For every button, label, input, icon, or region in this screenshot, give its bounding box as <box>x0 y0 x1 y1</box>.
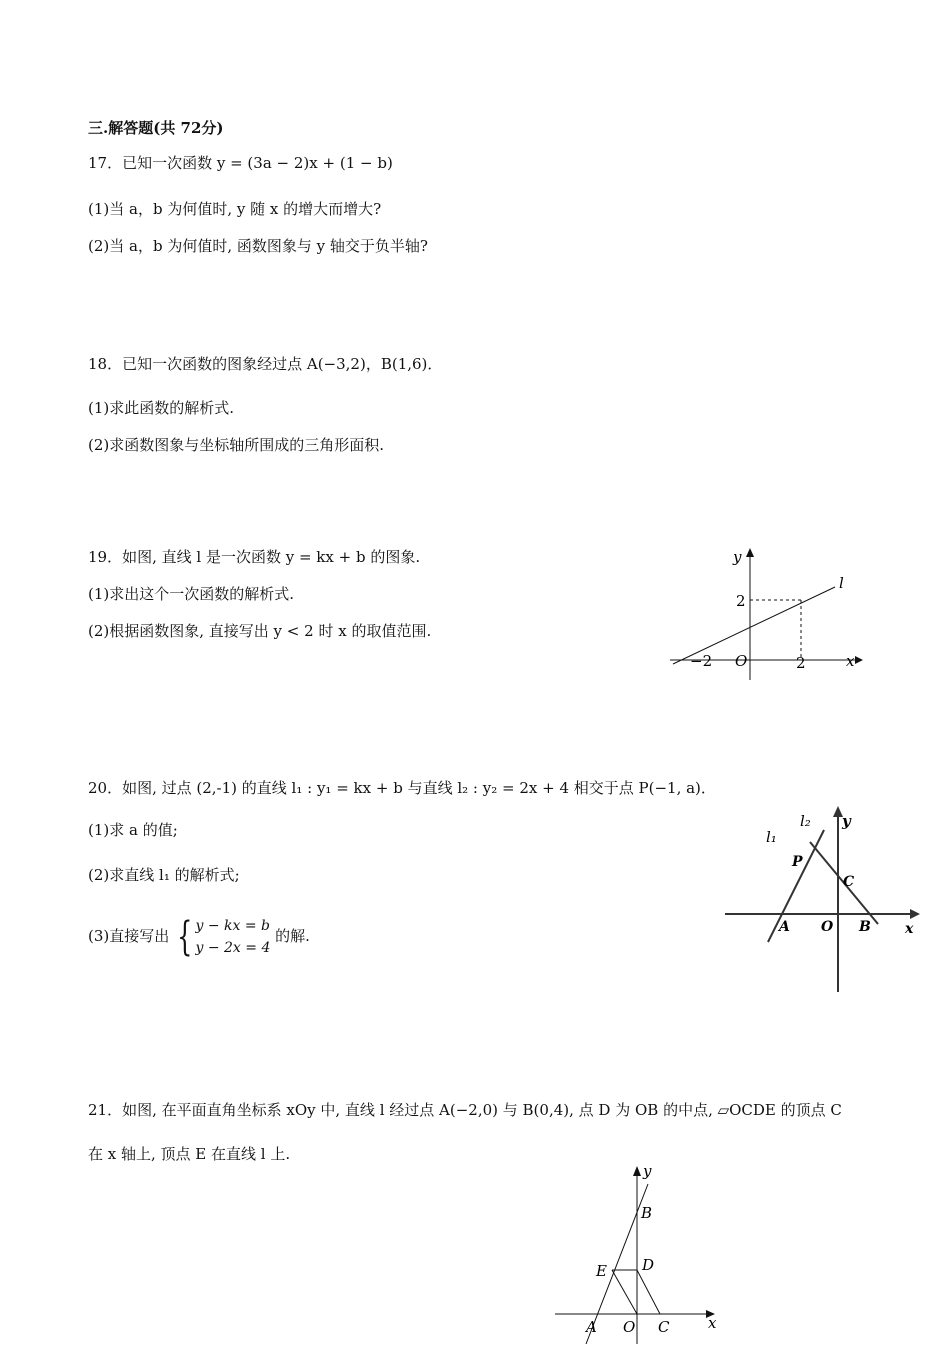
q20-part3 <box>88 914 310 959</box>
q20-figure <box>720 800 925 995</box>
q20-line-l1 <box>768 830 824 942</box>
q20-label-b: B <box>859 919 871 935</box>
q20-part3-suffix: 的解. <box>275 927 310 945</box>
q21-label-a: A <box>586 1318 597 1336</box>
q21-stem-2: 在 x 轴上, 顶点 E 在直线 l 上. <box>88 1145 291 1163</box>
q17-part1: (1)当 a，b 为何值时, y 随 x 的增大而增大? <box>88 200 382 218</box>
q18-stem: 18．已知一次函数的图象经过点 A(−3,2)，B(1,6)． <box>88 355 443 373</box>
q19-label-x: x <box>846 652 855 670</box>
q21-label-o: O <box>623 1318 636 1336</box>
q21-segment-eo <box>612 1270 637 1314</box>
equation-system <box>174 915 270 959</box>
q21-y-arrow <box>633 1166 641 1176</box>
q19-y-arrow <box>746 548 754 557</box>
q20-label-o: O <box>821 919 834 935</box>
q18-part2: (2)求函数图象与坐标轴所围成的三角形面积. <box>88 436 385 454</box>
system-row-1: y − kx = b <box>195 918 270 934</box>
q19-label-neg-two: −2 <box>690 652 713 670</box>
q17-part2: (2)当 a，b 为何值时, 函数图象与 y 轴交于负半轴? <box>88 237 428 255</box>
q20-label-c: C <box>843 874 855 890</box>
q19-x-arrow <box>855 656 863 664</box>
q19-label-o: O <box>735 652 748 670</box>
q20-label-l2: l₂ <box>800 812 811 830</box>
q19-label-l: l <box>839 574 844 592</box>
q19-part2: (2)根据函数图象, 直接写出 y < 2 时 x 的取值范围. <box>88 622 432 640</box>
q21-segment-dc <box>637 1270 660 1314</box>
q17-stem: 17．已知一次函数 y = (3a − 2)x + (1 − b) <box>88 154 393 172</box>
q21-stem: 21．如图, 在平面直角坐标系 xOy 中, 直线 l 经过点 A(−2,0) 与 B(0,4), 点 D 为 OB 的中点, ▱OCDE 的顶点 C <box>88 1101 842 1119</box>
brace-icon: { <box>177 914 193 960</box>
q20-label-x: x <box>905 921 914 937</box>
q20-label-a: A <box>779 919 790 935</box>
q21-label-c: C <box>658 1318 670 1336</box>
q20-part2: (2)求直线 l₁ 的解析式; <box>88 866 240 884</box>
section-title: 三.解答题(共 72分) <box>88 119 224 137</box>
q20-label-y: y <box>842 812 851 830</box>
q21-label-x: x <box>708 1314 717 1332</box>
q21-label-y: y <box>643 1162 652 1180</box>
q20-label-l1: l₁ <box>766 828 777 846</box>
q20-part1: (1)求 a 的值; <box>88 821 178 839</box>
system-row-2: y − 2x = 4 <box>195 940 271 956</box>
q19-figure <box>665 540 865 685</box>
q21-label-b: B <box>641 1204 653 1222</box>
q19-stem: 19．如图, 直线 l 是一次函数 y = kx + b 的图象. <box>88 548 421 566</box>
q19-label-y: y <box>733 548 742 566</box>
q20-stem: 20．如图, 过点 (2,-1) 的直线 l₁ : y₁ = kx + b 与直线 l₂ : y₂ = 2x + 4 相交于点 P(−1, a)． <box>88 779 716 797</box>
q19-part1: (1)求出这个一次函数的解析式. <box>88 585 295 603</box>
q21-label-e: E <box>596 1262 607 1280</box>
q20-label-p: P <box>792 854 803 870</box>
q21-label-d: D <box>642 1256 655 1274</box>
q20-x-arrow <box>910 909 920 919</box>
q19-label-two-y: 2 <box>736 592 746 610</box>
q20-part3-prefix: (3)直接写出 <box>88 927 170 945</box>
q19-label-two-x: 2 <box>796 654 806 672</box>
q21-figure <box>550 1160 730 1344</box>
q18-part1: (1)求此函数的解析式. <box>88 399 235 417</box>
